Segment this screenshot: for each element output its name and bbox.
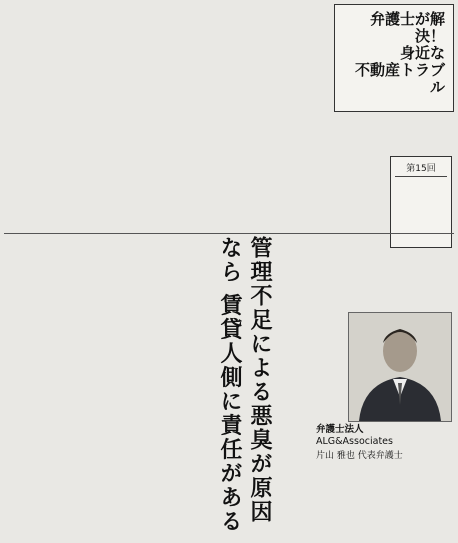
main-headline xyxy=(182,236,274,534)
lawyer-name: 片山 雅也 代表弁護士 xyxy=(316,451,403,461)
article-column-1 xyxy=(150,4,332,232)
lawyer-photo xyxy=(348,312,452,422)
headline-line2: 賃貸人側に責任がある xyxy=(217,293,242,534)
firm-name-line2: ALG&Associates xyxy=(316,436,393,447)
portrait-image xyxy=(349,313,451,421)
series-logo xyxy=(334,4,454,112)
article-column-2 xyxy=(4,4,146,232)
series-title-line1: 弁護士が解決！ xyxy=(369,10,445,45)
headline-line1: 管理不足による悪臭が原因なら xyxy=(217,236,272,524)
article-column-4 xyxy=(4,236,178,536)
series-title-line3: 不動産トラブル xyxy=(354,61,445,96)
series-title-line2: 身近な xyxy=(399,44,445,62)
episode-label: 第15回 xyxy=(395,161,447,177)
firm-name-line1: 弁護士法人 xyxy=(316,424,364,435)
lawyer-profile xyxy=(316,424,454,538)
section-divider xyxy=(4,233,454,234)
series-title xyxy=(345,11,445,96)
article-column-5 xyxy=(276,356,312,534)
episode-tag xyxy=(390,156,452,248)
